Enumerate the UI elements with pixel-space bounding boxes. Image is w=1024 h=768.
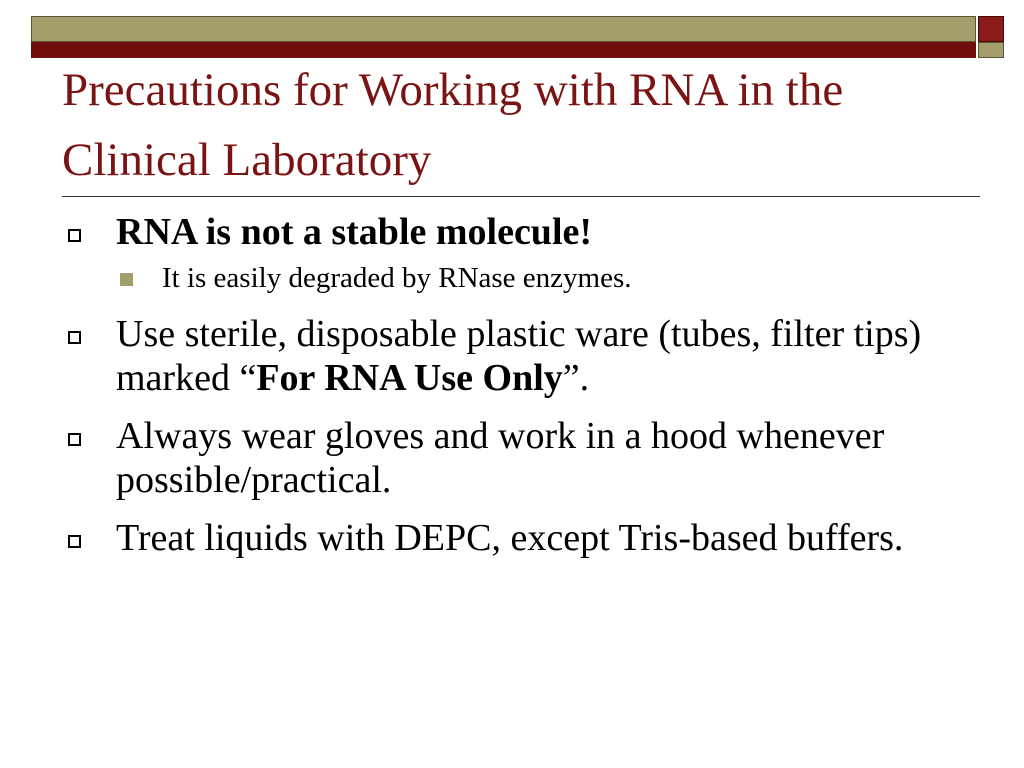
filled-square-bullet-icon [120, 273, 133, 286]
hollow-square-bullet-icon [68, 229, 81, 242]
corner-square-red [978, 16, 1004, 42]
bullet-list [62, 210, 962, 574]
bullet-text-after: ”. [562, 357, 590, 399]
bullet-text: Always wear gloves and work in a hood whenever possible/practical. [116, 415, 885, 501]
title-divider [62, 196, 980, 197]
hollow-square-bullet-icon [68, 535, 81, 548]
bullet-item [62, 414, 962, 502]
bullet-text-before: Use sterile, disposable plastic ware (tubes, filter tips) marked “ [116, 313, 922, 399]
bullet-item [62, 312, 962, 400]
hollow-square-bullet-icon [68, 331, 81, 344]
header-decoration [31, 16, 976, 58]
corner-square-olive [978, 42, 1004, 58]
header-olive-bar [31, 16, 976, 42]
bullet-text: Treat liquids with DEPC, except Tris-based buffers. [116, 517, 904, 559]
sub-bullet-text: It is easily degraded by RNase enzymes. [162, 262, 632, 294]
hollow-square-bullet-icon [68, 433, 81, 446]
slide-title: Precautions for Working with RNA in the Clinical Laboratory [62, 64, 844, 186]
bullet-text: RNA is not a stable molecule! [116, 211, 593, 253]
sub-bullet-item [62, 258, 962, 298]
bullet-item [62, 516, 962, 560]
bullet-text-bold: For RNA Use Only [256, 357, 563, 399]
bullet-item [62, 210, 962, 254]
